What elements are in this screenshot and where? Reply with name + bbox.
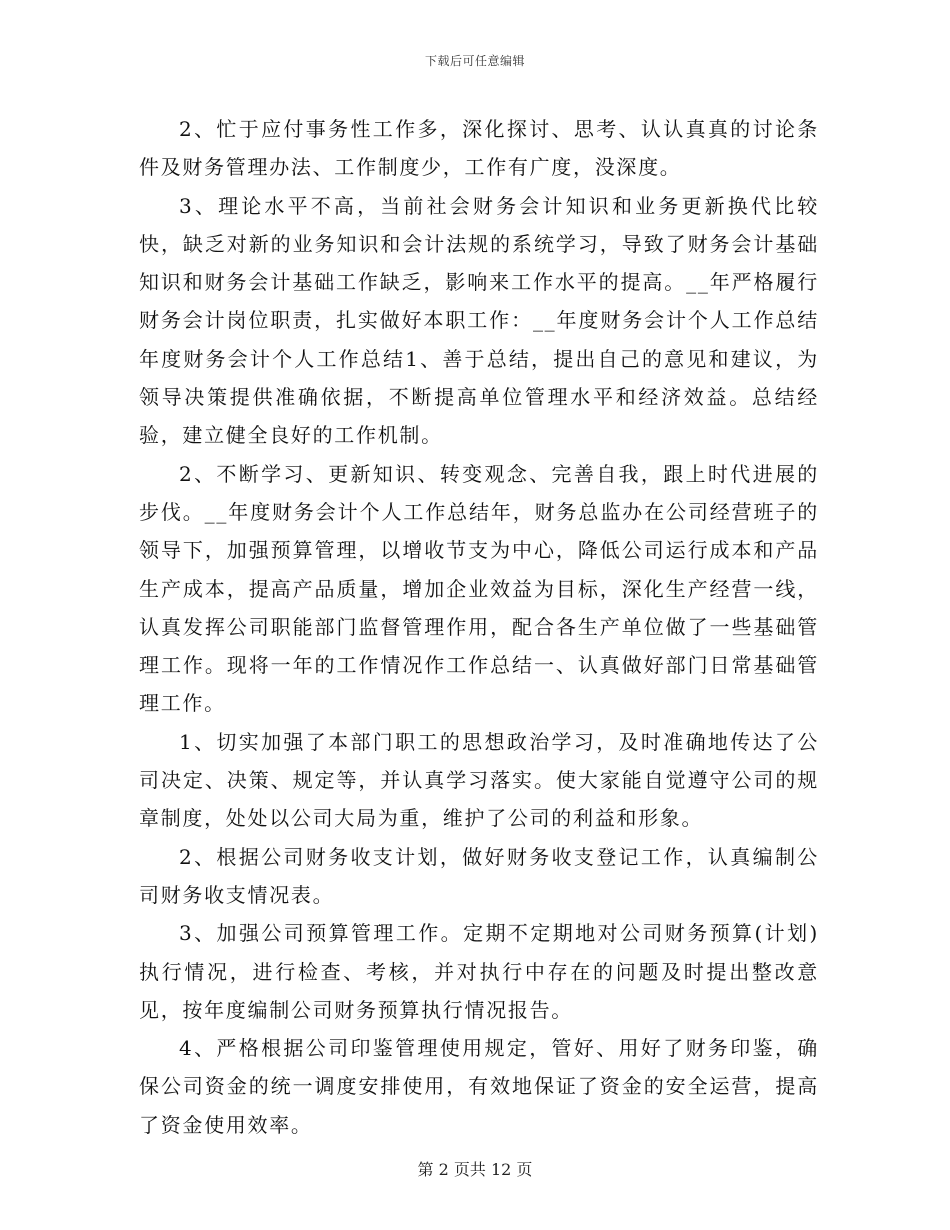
document-body [139, 110, 819, 1144]
paragraph: 1、切实加强了本部门职工的思想政治学习，及时准确地传达了公司决定、决策、规定等，并认真学习落实。使大家能自觉遵守公司的规章制度，处处以公司大局为重，维护了公司的利益和形象。 [139, 729, 819, 831]
page-header-note: 下载后可任意编辑 [424, 54, 525, 68]
paragraph: 2、根据公司财务收支计划，做好财务收支登记工作，认真编制公司财务收支情况表。 [139, 844, 819, 907]
paragraph: 2、忙于应付事务性工作多，深化探讨、思考、认认真真的讨论条件及财务管理办法、工作制度少，工作有广度，没深度。 [139, 117, 819, 180]
paragraph: 2、不断学习、更新知识、转变观念、完善自我，跟上时代进展的步伐。__年度财务会计个人工作总结年，财务总监办在公司经营班子的领导下，加强预算管理，以增收节支为中心，降低公司运行成本和产品生产成本，提高产品质量，增加企业效益为目标，深化生产经营一线，认真发挥公司职能部门监督管理作用，配合各生产单位做了一些基础管理工作。现将一年的工作情况作工作总结一、认真做好部门日常基础管理工作。 [139, 461, 819, 716]
paragraph: 3、加强公司预算管理工作。定期不定期地对公司财务预算(计划)执行情况，进行检查、考核，并对执行中存在的问题及时提出整改意见，按年度编制公司财务预算执行情况报告。 [139, 921, 819, 1022]
page-number: 第 2 页共 12 页 [417, 1160, 533, 1179]
paragraph: 4、严格根据公司印鉴管理使用规定，管好、用好了财务印鉴，确保公司资金的统一调度安排使用，有效地保证了资金的安全运营，提高了资金使用效率。 [139, 1036, 819, 1137]
paragraph: 3、理论水平不高，当前社会财务会计知识和业务更新换代比较快，缺乏对新的业务知识和会计法规的系统学习，导致了财务会计基础知识和财务会计基础工作缺乏，影响来工作水平的提高。__年严格履行财务会计岗位职责，扎实做好本职工作：__年度财务会计个人工作总结年度财务会计个人工作总结1、善于总结，提出自己的意见和建议，为领导决策提供准确依据，不断提高单位管理水平和经济效益。总结经验，建立健全良好的工作机制。 [139, 193, 819, 448]
